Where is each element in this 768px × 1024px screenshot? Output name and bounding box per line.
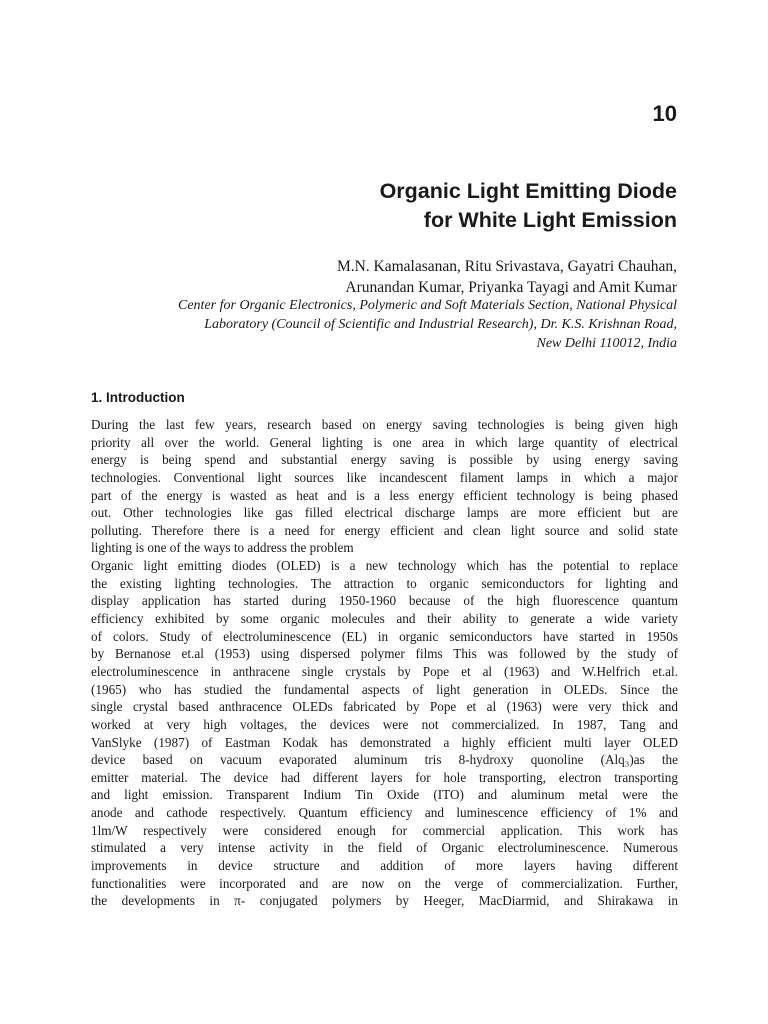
body-line: During the last few years, research based on energy saving technologies is being given high	[91, 417, 678, 432]
body-line: Organic light emitting diodes (OLED) is a new technology which has the potential to replace	[91, 558, 678, 574]
chapter-number: 10	[652, 101, 677, 126]
chapter-title	[117, 177, 677, 235]
body-line: priority all over the world. General lighting is one area in which large quantity of electrical	[91, 434, 678, 450]
affiliation-line: New Delhi 110012, India	[536, 336, 677, 351]
body-line: of colors. Study of electroluminescence (EL) in organic semiconductors have started in 1950s	[91, 628, 678, 644]
body-line: single crystal based anthracence OLEDs fabricated by Pope et al (1963) were very thick and	[91, 699, 678, 715]
body-line: energy is being spend and substantial energy saving is possible by using energy saving	[91, 452, 678, 468]
body-line: technologies. Conventional light sources like incandescent filament lamps in which a major	[91, 469, 678, 485]
chapter-title-line: Organic Light Emitting Diode	[379, 179, 677, 203]
body-line: the existing lighting technologies. The attraction to organic semiconductors for lighting and	[91, 575, 678, 591]
body-line: improvements in device structure and addition of more layers having different	[91, 858, 678, 874]
body-line: part of the energy is wasted as heat and is a less energy efficient technology is being phased	[91, 487, 678, 503]
body-line: emitter material. The device had different layers for hole transporting, electron transporting	[91, 769, 678, 785]
body-line: anode and cathode respectively. Quantum efficiency and luminescence efficiency of 1% and	[91, 805, 678, 821]
body-line: display application has started during 1950-1960 because of the high fluorescence quantum	[91, 593, 678, 609]
body-line: electroluminescence in anthracene single crystals by Pope et al (1963) and W.Helfrich et.al.	[91, 663, 678, 679]
author-list	[117, 256, 677, 298]
body-line: functionalities were incorporated and are now on the verge of commercialization. Further,	[91, 875, 678, 891]
section-heading: 1. Introduction	[91, 390, 185, 405]
chapter-title-line: for White Light Emission	[423, 208, 677, 232]
body-line: out. Other technologies like gas filled electrical discharge lamps are more efficient but are	[91, 505, 678, 521]
body-line: device based on vacuum evaporated aluminum tris 8-hydroxy quonoline (Alq₃)as the	[91, 752, 678, 768]
body-line: efficiency exhibited by some organic molecules and their ability to generate a wide variety	[91, 611, 678, 627]
body-line: the developments in π- conjugated polymers by Heeger, MacDiarmid, and Shirakawa in	[91, 893, 678, 909]
body-line: worked at very high voltages, the devices were not commercialized. In 1987, Tang and	[91, 716, 678, 732]
author-line: M.N. Kamalasanan, Ritu Srivastava, Gayatri Chauhan,	[336, 258, 677, 275]
body-line: and light emission. Transparent Indium Tin Oxide (ITO) and aluminum metal were the	[91, 787, 678, 803]
author-line: Arunandan Kumar, Priyanka Tayagi and Amit Kumar	[345, 279, 677, 296]
body-text	[91, 416, 678, 910]
affiliation-line: Center for Organic Electronics, Polymeric and Soft Materials Section, National Physical	[178, 298, 677, 313]
body-line: 1lm/W respectively were considered enough for commercial application. This work has	[91, 822, 678, 838]
body-line: lighting is one of the ways to address the problem	[91, 540, 354, 556]
body-line: polluting. Therefore there is a need for energy efficient and clean light source and solid state	[91, 522, 678, 538]
body-line: VanSlyke (1987) of Eastman Kodak has demonstrated a highly efficient multi layer OLED	[91, 734, 678, 750]
body-line: by Bernanose et.al (1953) using dispersed polymer films This was followed by the study of	[91, 646, 678, 662]
affiliation-line: Laboratory (Council of Scientific and Industrial Research), Dr. K.S. Krishnan Road,	[204, 317, 677, 332]
body-line: stimulated a very intense activity in the field of Organic electroluminescence. Numerous	[91, 840, 678, 856]
body-line: (1965) who has studied the fundamental aspects of light generation in OLEDs. Since the	[91, 681, 678, 697]
affiliation	[57, 296, 677, 353]
